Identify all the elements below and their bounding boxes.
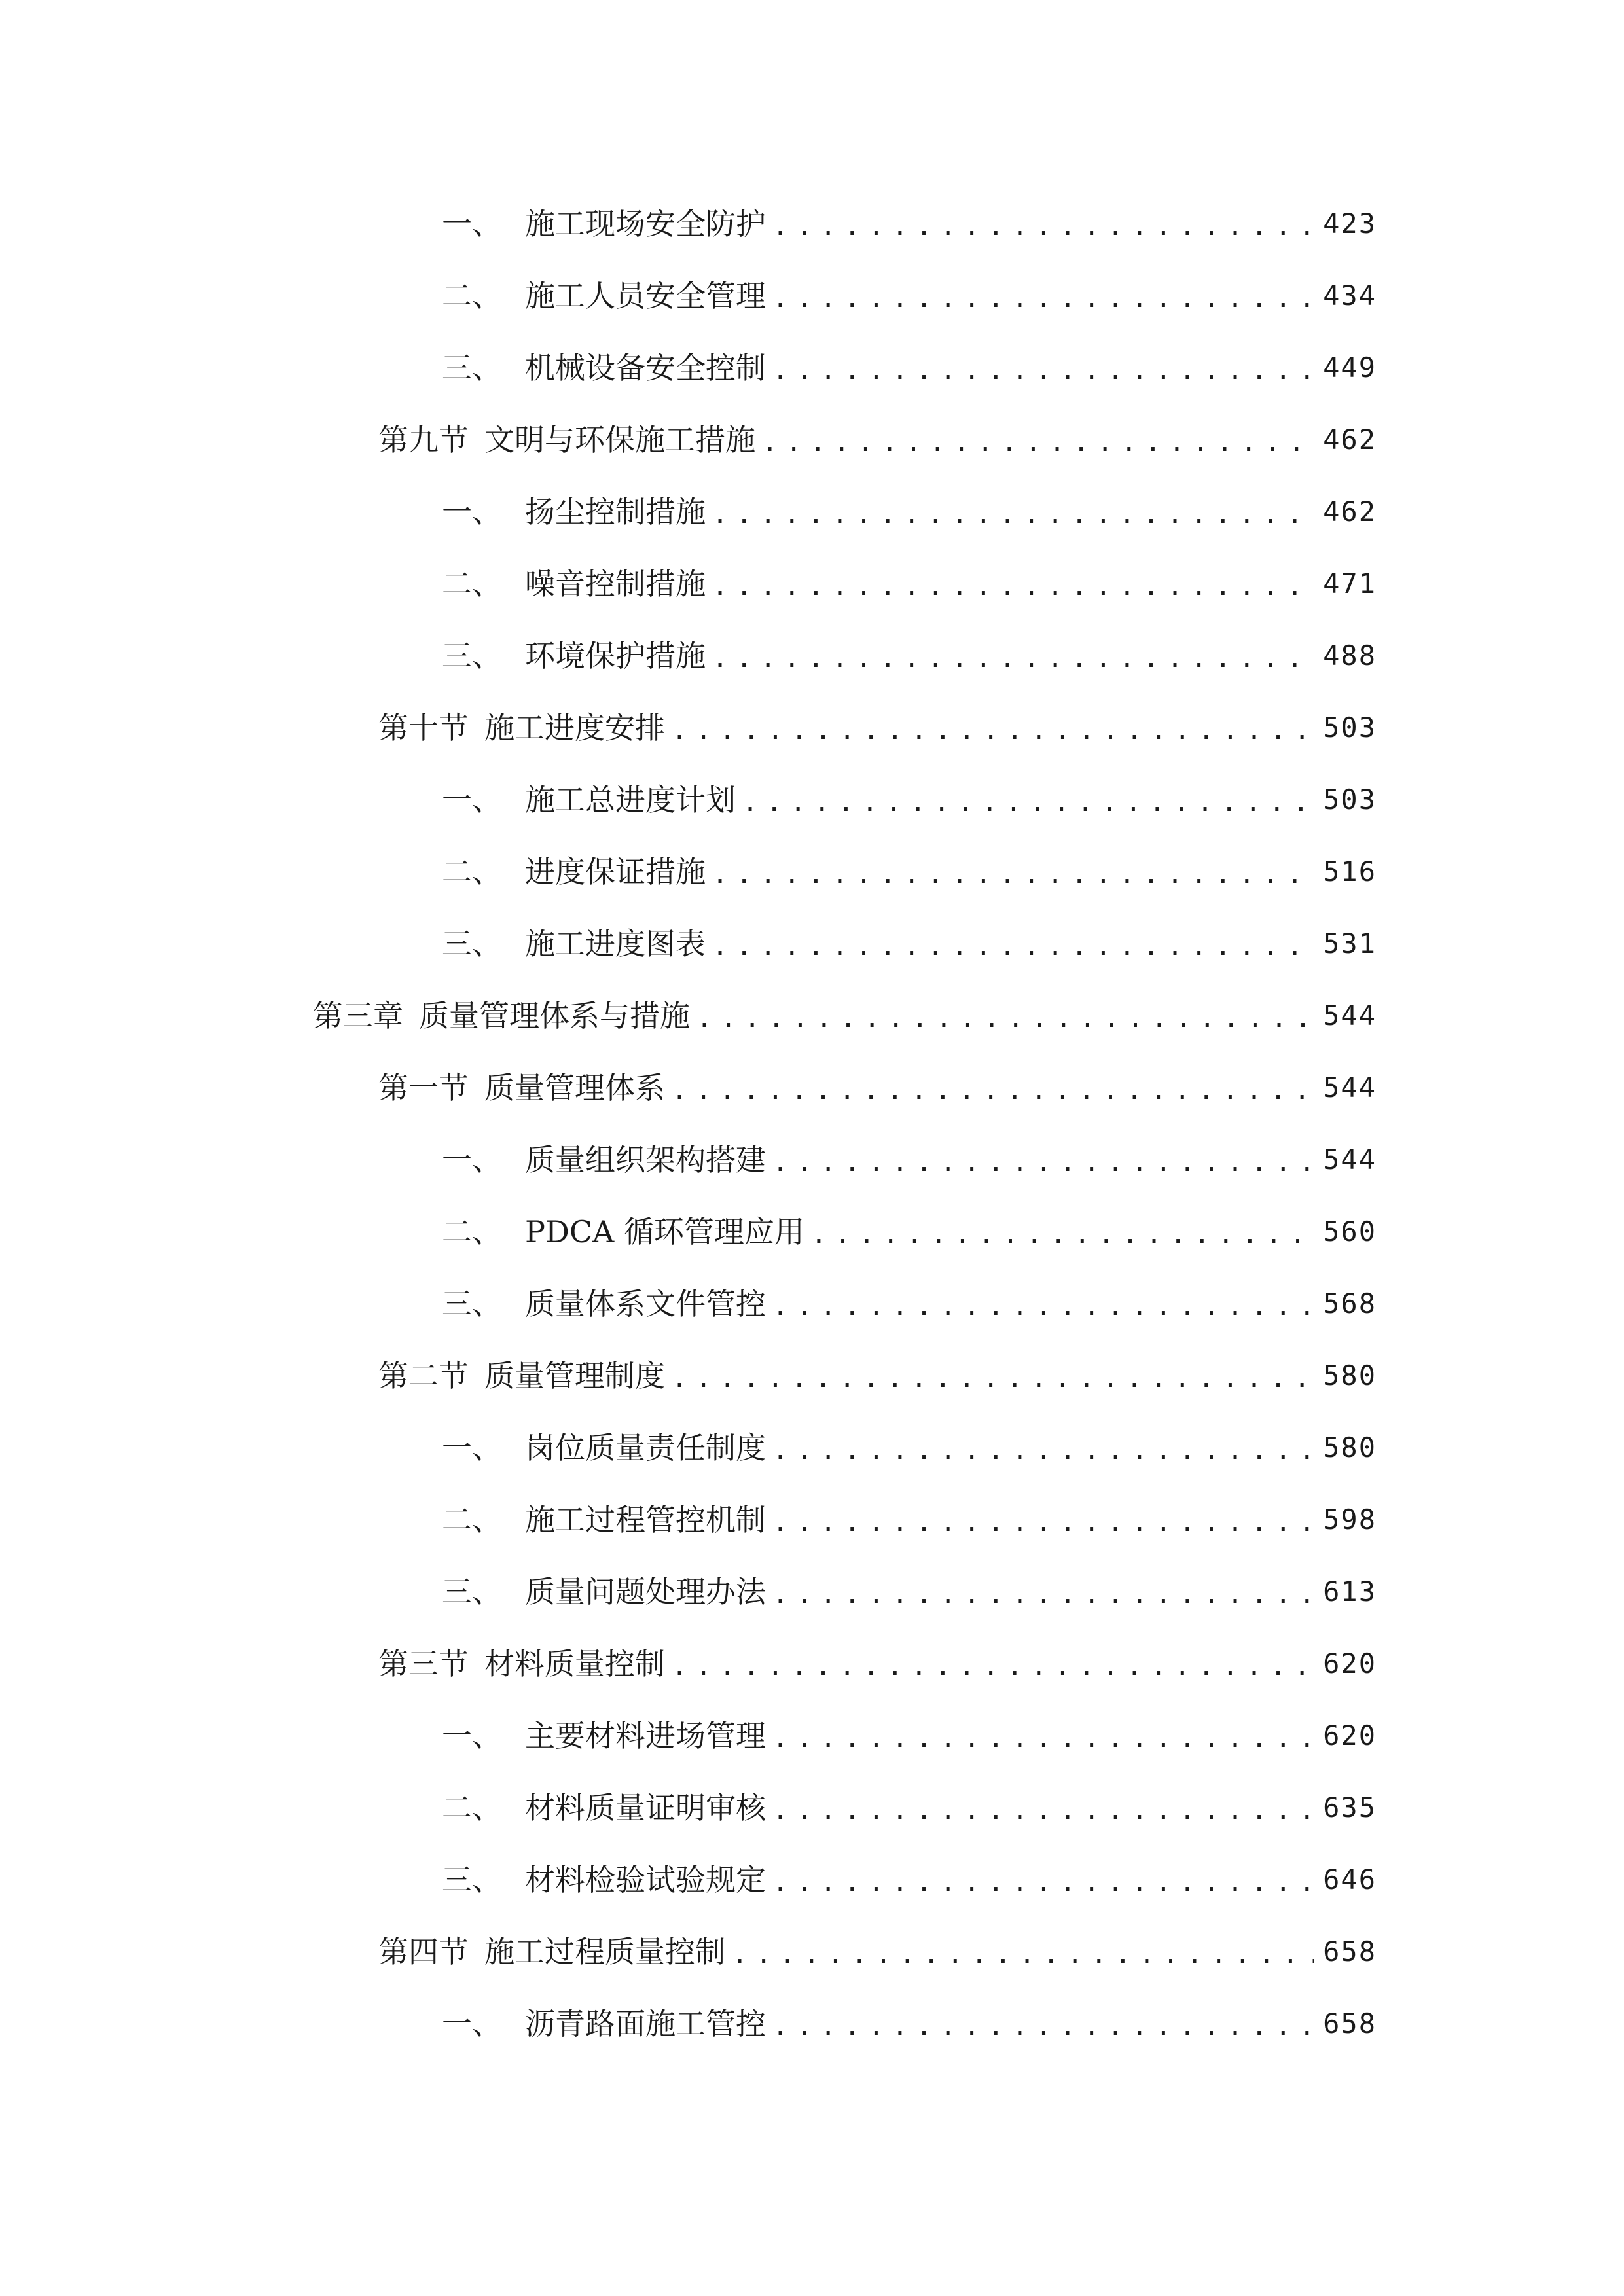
dot-leader bbox=[732, 1941, 1314, 1967]
toc-entry-number: 二、 bbox=[442, 278, 502, 314]
toc-entry-title: 扬尘控制措施 bbox=[525, 494, 706, 529]
dot-leader bbox=[811, 1221, 1314, 1247]
toc-section-entry[interactable] bbox=[0, 1052, 1624, 1124]
toc-entry-number: 二、 bbox=[442, 854, 502, 889]
toc-entry[interactable] bbox=[0, 1556, 1624, 1628]
toc-entry-page: 434 bbox=[1323, 279, 1377, 312]
dot-leader bbox=[772, 285, 1314, 312]
toc-entry-number: 一、 bbox=[442, 1142, 502, 1177]
toc-entry-number: 三、 bbox=[442, 1286, 502, 1321]
toc-entry[interactable] bbox=[0, 548, 1624, 620]
dot-leader bbox=[672, 1365, 1314, 1391]
toc-entry-title: 施工进度安排 bbox=[484, 710, 665, 745]
toc-entry[interactable] bbox=[0, 1772, 1624, 1844]
toc-entry-title: 材料质量证明审核 bbox=[525, 1790, 766, 1825]
toc-entry-number: 三、 bbox=[442, 350, 502, 386]
toc-entry[interactable] bbox=[0, 620, 1624, 692]
toc-entry-page: 503 bbox=[1323, 711, 1377, 744]
dot-leader bbox=[712, 861, 1314, 888]
toc-entry-title: 噪音控制措施 bbox=[525, 566, 706, 601]
toc-entry-number: 第十节 bbox=[378, 710, 469, 745]
toc-entry-number: 一、 bbox=[442, 2006, 502, 2041]
toc-entry-title: 材料检验试验规定 bbox=[525, 1862, 766, 1897]
dot-leader bbox=[772, 1149, 1314, 1175]
toc-entry[interactable] bbox=[0, 908, 1624, 980]
toc-entry-number: 一、 bbox=[442, 1430, 502, 1465]
toc-entry-number: 一、 bbox=[442, 494, 502, 529]
toc-entry-title: 施工过程质量控制 bbox=[484, 1934, 725, 1969]
toc-entry-number: 一、 bbox=[442, 1718, 502, 1753]
toc-entry-page: 471 bbox=[1323, 567, 1377, 600]
toc-entry-title: 主要材料进场管理 bbox=[525, 1718, 766, 1753]
toc-entry-number: 三、 bbox=[442, 638, 502, 673]
toc-entry-number: 第三章 bbox=[313, 998, 403, 1033]
toc-entry-title: 文明与环保施工措施 bbox=[484, 422, 755, 457]
toc-entry[interactable] bbox=[0, 1484, 1624, 1556]
toc-entry-page: 544 bbox=[1323, 1143, 1377, 1175]
dot-leader bbox=[712, 573, 1314, 600]
toc-chapter-entry[interactable] bbox=[0, 980, 1624, 1052]
toc-entry-number: 三、 bbox=[442, 1862, 502, 1897]
toc-entry-page: 620 bbox=[1323, 1647, 1377, 1679]
toc-entry-number: 二、 bbox=[442, 1214, 502, 1249]
dot-leader bbox=[712, 501, 1314, 528]
dot-leader bbox=[672, 1077, 1314, 1103]
toc-section-entry[interactable] bbox=[0, 1628, 1624, 1700]
toc-entry-page: 449 bbox=[1323, 351, 1377, 384]
toc-entry-title: 机械设备安全控制 bbox=[525, 350, 766, 386]
dot-leader bbox=[772, 213, 1314, 240]
dot-leader bbox=[772, 1869, 1314, 1895]
toc-entry-page: 598 bbox=[1323, 1503, 1377, 1535]
toc-entry-page: 544 bbox=[1323, 999, 1377, 1031]
toc-entry-page: 658 bbox=[1323, 1935, 1377, 1967]
toc-entry-number: 第一节 bbox=[378, 1070, 469, 1105]
toc-entry-page: 503 bbox=[1323, 783, 1377, 816]
toc-section-entry[interactable] bbox=[0, 1340, 1624, 1412]
toc-entry-title: PDCA 循环管理应用 bbox=[525, 1214, 804, 1249]
dot-leader bbox=[672, 1653, 1314, 1679]
toc-entry-page: 580 bbox=[1323, 1359, 1377, 1391]
toc-entry-number: 一、 bbox=[442, 782, 502, 817]
toc-entry-number: 三、 bbox=[442, 1574, 502, 1609]
dot-leader bbox=[772, 1725, 1314, 1751]
toc-entry[interactable] bbox=[0, 332, 1624, 404]
toc-entry[interactable] bbox=[0, 836, 1624, 908]
toc-entry[interactable] bbox=[0, 1412, 1624, 1484]
table-of-contents bbox=[0, 188, 1624, 2060]
toc-entry-number: 一、 bbox=[442, 206, 502, 242]
toc-entry-title: 质量组织架构搭建 bbox=[525, 1142, 766, 1177]
toc-entry-title: 质量管理体系与措施 bbox=[419, 998, 690, 1033]
dot-leader bbox=[772, 1581, 1314, 1607]
toc-entry[interactable] bbox=[0, 1124, 1624, 1196]
dot-leader bbox=[772, 1797, 1314, 1823]
toc-entry-page: 462 bbox=[1323, 495, 1377, 528]
toc-section-entry[interactable] bbox=[0, 404, 1624, 476]
toc-entry[interactable] bbox=[0, 260, 1624, 332]
dot-leader bbox=[712, 645, 1314, 672]
toc-entry-title: 岗位质量责任制度 bbox=[525, 1430, 766, 1465]
toc-entry-page: 488 bbox=[1323, 639, 1377, 672]
dot-leader bbox=[762, 429, 1314, 456]
toc-entry-page: 560 bbox=[1323, 1215, 1377, 1247]
toc-section-entry[interactable] bbox=[0, 1916, 1624, 1988]
toc-entry[interactable] bbox=[0, 1700, 1624, 1772]
toc-entry-title: 施工人员安全管理 bbox=[525, 278, 766, 314]
toc-entry-number: 二、 bbox=[442, 1790, 502, 1825]
dot-leader bbox=[772, 357, 1314, 384]
toc-entry-page: 423 bbox=[1323, 207, 1377, 240]
toc-entry-title: 进度保证措施 bbox=[525, 854, 706, 889]
dot-leader bbox=[772, 1437, 1314, 1463]
toc-entry[interactable] bbox=[0, 476, 1624, 548]
toc-entry-page: 613 bbox=[1323, 1575, 1377, 1607]
dot-leader bbox=[772, 1293, 1314, 1319]
toc-entry-page: 568 bbox=[1323, 1287, 1377, 1319]
toc-entry-title: 沥青路面施工管控 bbox=[525, 2006, 766, 2041]
toc-entry-title: 施工过程管控机制 bbox=[525, 1502, 766, 1537]
toc-entry-page: 580 bbox=[1323, 1431, 1377, 1463]
toc-entry[interactable] bbox=[0, 1196, 1624, 1268]
dot-leader bbox=[672, 717, 1314, 744]
toc-entry-title: 施工总进度计划 bbox=[525, 782, 736, 817]
toc-entry-title: 质量管理制度 bbox=[484, 1358, 665, 1393]
toc-entry-page: 646 bbox=[1323, 1863, 1377, 1895]
toc-entry-title: 质量体系文件管控 bbox=[525, 1286, 766, 1321]
toc-entry-number: 第二节 bbox=[378, 1358, 469, 1393]
dot-leader bbox=[696, 1005, 1314, 1031]
toc-section-entry[interactable] bbox=[0, 692, 1624, 764]
toc-entry-title: 环境保护措施 bbox=[525, 638, 706, 673]
toc-entry-page: 620 bbox=[1323, 1719, 1377, 1751]
toc-entry-page: 531 bbox=[1323, 927, 1377, 960]
toc-entry[interactable] bbox=[0, 1844, 1624, 1916]
toc-entry-title: 施工进度图表 bbox=[525, 926, 706, 961]
toc-entry-title: 材料质量控制 bbox=[484, 1646, 665, 1681]
toc-entry-page: 544 bbox=[1323, 1071, 1377, 1103]
dot-leader bbox=[772, 1509, 1314, 1535]
toc-entry[interactable] bbox=[0, 188, 1624, 260]
dot-leader bbox=[742, 789, 1314, 816]
toc-entry-title: 质量问题处理办法 bbox=[525, 1574, 766, 1609]
toc-entry-number: 二、 bbox=[442, 1502, 502, 1537]
dot-leader bbox=[712, 933, 1314, 960]
toc-entry-number: 第九节 bbox=[378, 422, 469, 457]
toc-entry-number: 第三节 bbox=[378, 1646, 469, 1681]
toc-entry-page: 635 bbox=[1323, 1791, 1377, 1823]
toc-entry[interactable] bbox=[0, 764, 1624, 836]
toc-entry[interactable] bbox=[0, 1268, 1624, 1340]
toc-entry-number: 第四节 bbox=[378, 1934, 469, 1969]
toc-entry-page: 516 bbox=[1323, 855, 1377, 888]
toc-entry-number: 二、 bbox=[442, 566, 502, 601]
toc-entry-number: 三、 bbox=[442, 926, 502, 961]
toc-entry-title: 质量管理体系 bbox=[484, 1070, 665, 1105]
dot-leader bbox=[772, 2013, 1314, 2039]
toc-entry[interactable] bbox=[0, 1988, 1624, 2060]
toc-entry-title: 施工现场安全防护 bbox=[525, 206, 766, 242]
toc-entry-page: 658 bbox=[1323, 2007, 1377, 2039]
toc-entry-page: 462 bbox=[1323, 423, 1377, 456]
